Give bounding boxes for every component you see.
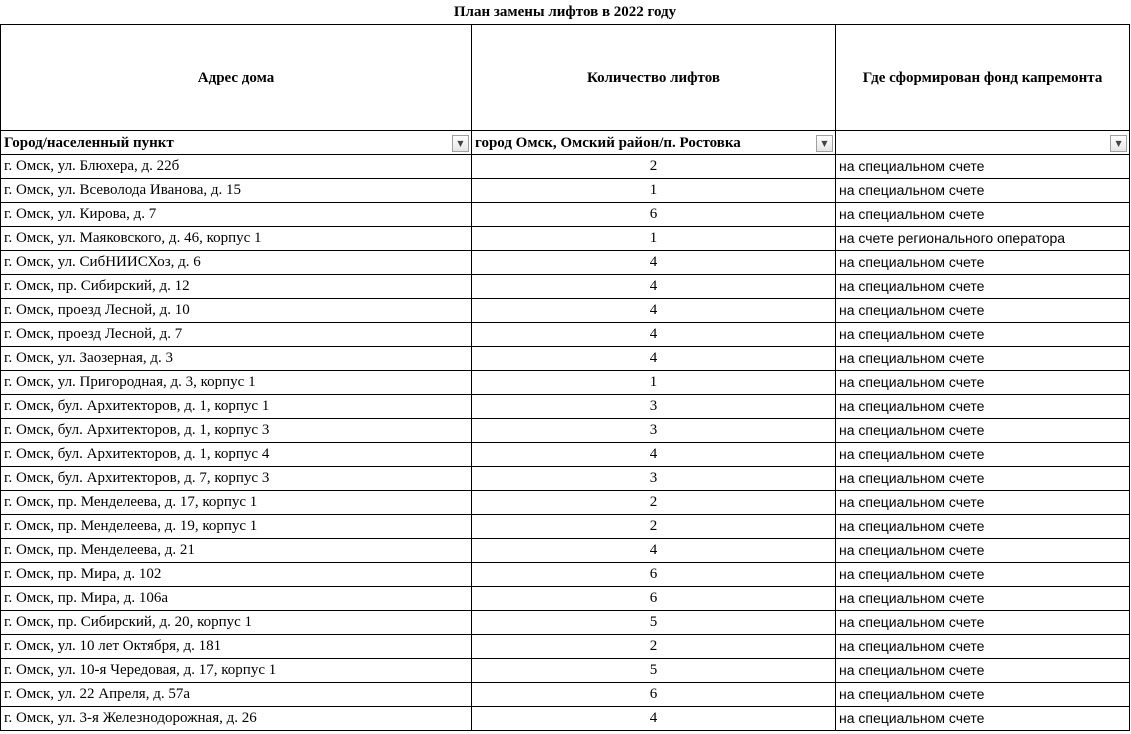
cell-address[interactable]: г. Омск, ул. 10 лет Октября, д. 181 — [1, 635, 472, 659]
cell-count[interactable]: 2 — [472, 155, 836, 179]
table-row — [1, 491, 1130, 515]
cell-count[interactable]: 4 — [472, 539, 836, 563]
cell-fund[interactable]: на специальном счете — [836, 491, 1130, 515]
cell-count[interactable]: 2 — [472, 635, 836, 659]
filter-cell-address — [1, 131, 472, 155]
cell-fund[interactable]: на специальном счете — [836, 659, 1130, 683]
table-row — [1, 395, 1130, 419]
cell-count[interactable]: 3 — [472, 467, 836, 491]
cell-fund[interactable]: на специальном счете — [836, 515, 1130, 539]
cell-address[interactable]: г. Омск, ул. 10-я Чередовая, д. 17, корпус 1 — [1, 659, 472, 683]
table-row — [1, 707, 1130, 731]
cell-fund[interactable]: на специальном счете — [836, 323, 1130, 347]
cell-count[interactable]: 2 — [472, 491, 836, 515]
table-row — [1, 347, 1130, 371]
header-address: Адрес дома — [1, 25, 472, 131]
cell-count[interactable]: 1 — [472, 179, 836, 203]
cell-fund[interactable]: на специальном счете — [836, 251, 1130, 275]
cell-fund[interactable]: на специальном счете — [836, 371, 1130, 395]
dropdown-arrow-icon[interactable]: ▼ — [816, 135, 833, 152]
table-row — [1, 563, 1130, 587]
cell-count[interactable]: 4 — [472, 275, 836, 299]
cell-count[interactable]: 5 — [472, 611, 836, 635]
cell-address[interactable]: г. Омск, проезд Лесной, д. 7 — [1, 323, 472, 347]
cell-address[interactable]: г. Омск, бул. Архитекторов, д. 7, корпус 3 — [1, 467, 472, 491]
cell-address[interactable]: г. Омск, ул. 3-я Железнодорожная, д. 26 — [1, 707, 472, 731]
dropdown-arrow-icon[interactable]: ▼ — [452, 135, 469, 152]
table-row — [1, 251, 1130, 275]
header-fund: Где сформирован фонд капремонта — [836, 25, 1130, 131]
cell-address[interactable]: г. Омск, пр. Сибирский, д. 12 — [1, 275, 472, 299]
cell-count[interactable]: 1 — [472, 371, 836, 395]
cell-fund[interactable]: на специальном счете — [836, 155, 1130, 179]
cell-count[interactable]: 6 — [472, 683, 836, 707]
cell-count[interactable]: 2 — [472, 515, 836, 539]
table-row — [1, 515, 1130, 539]
sheet-title: План замены лифтов в 2022 году — [1, 0, 1130, 25]
cell-fund[interactable]: на специальном счете — [836, 611, 1130, 635]
filter-label-count: город Омск, Омский район/п. Ростовка — [475, 135, 741, 151]
cell-fund[interactable]: на специальном счете — [836, 467, 1130, 491]
cell-count[interactable]: 4 — [472, 251, 836, 275]
cell-fund[interactable]: на счете регионального оператора — [836, 227, 1130, 251]
cell-address[interactable]: г. Омск, бул. Архитекторов, д. 1, корпус 4 — [1, 443, 472, 467]
cell-count[interactable]: 1 — [472, 227, 836, 251]
table-row — [1, 275, 1130, 299]
cell-fund[interactable]: на специальном счете — [836, 539, 1130, 563]
cell-address[interactable]: г. Омск, ул. СибНИИСХоз, д. 6 — [1, 251, 472, 275]
table-row — [1, 419, 1130, 443]
cell-address[interactable]: г. Омск, пр. Сибирский, д. 20, корпус 1 — [1, 611, 472, 635]
table-row — [1, 467, 1130, 491]
cell-count[interactable]: 6 — [472, 563, 836, 587]
table-row — [1, 635, 1130, 659]
cell-address[interactable]: г. Омск, проезд Лесной, д. 10 — [1, 299, 472, 323]
dropdown-arrow-icon[interactable]: ▼ — [1110, 135, 1127, 152]
table-row — [1, 323, 1130, 347]
cell-count[interactable]: 6 — [472, 587, 836, 611]
cell-fund[interactable]: на специальном счете — [836, 347, 1130, 371]
cell-fund[interactable]: на специальном счете — [836, 419, 1130, 443]
cell-count[interactable]: 4 — [472, 707, 836, 731]
table-row — [1, 587, 1130, 611]
cell-address[interactable]: г. Омск, ул. Пригородная, д. 3, корпус 1 — [1, 371, 472, 395]
cell-fund[interactable]: на специальном счете — [836, 587, 1130, 611]
cell-count[interactable]: 4 — [472, 323, 836, 347]
cell-address[interactable]: г. Омск, ул. Всеволода Иванова, д. 15 — [1, 179, 472, 203]
table-row — [1, 539, 1130, 563]
cell-fund[interactable]: на специальном счете — [836, 203, 1130, 227]
table-row — [1, 179, 1130, 203]
cell-fund[interactable]: на специальном счете — [836, 395, 1130, 419]
cell-address[interactable]: г. Омск, пр. Менделеева, д. 17, корпус 1 — [1, 491, 472, 515]
table-row — [1, 227, 1130, 251]
table-row — [1, 611, 1130, 635]
cell-fund[interactable]: на специальном счете — [836, 707, 1130, 731]
filter-label-address: Город/населенный пункт — [4, 135, 174, 151]
filter-cell-count — [472, 131, 836, 155]
table-row — [1, 299, 1130, 323]
table-row — [1, 683, 1130, 707]
table-row — [1, 371, 1130, 395]
filter-cell-fund — [836, 131, 1130, 155]
cell-fund[interactable]: на специальном счете — [836, 179, 1130, 203]
cell-count[interactable]: 6 — [472, 203, 836, 227]
cell-count[interactable]: 4 — [472, 299, 836, 323]
cell-fund[interactable]: на специальном счете — [836, 683, 1130, 707]
cell-address[interactable]: г. Омск, пр. Менделеева, д. 21 — [1, 539, 472, 563]
header-count: Количество лифтов — [472, 25, 836, 131]
cell-address[interactable]: г. Омск, ул. Заозерная, д. 3 — [1, 347, 472, 371]
cell-count[interactable]: 3 — [472, 395, 836, 419]
cell-count[interactable]: 4 — [472, 443, 836, 467]
cell-fund[interactable]: на специальном счете — [836, 635, 1130, 659]
table-row — [1, 155, 1130, 179]
cell-address[interactable]: г. Омск, ул. Блюхера, д. 22б — [1, 155, 472, 179]
cell-count[interactable]: 5 — [472, 659, 836, 683]
cell-fund[interactable]: на специальном счете — [836, 299, 1130, 323]
cell-address[interactable]: г. Омск, ул. Кирова, д. 7 — [1, 203, 472, 227]
cell-fund[interactable]: на специальном счете — [836, 275, 1130, 299]
cell-address[interactable]: г. Омск, ул. 22 Апреля, д. 57а — [1, 683, 472, 707]
cell-fund[interactable]: на специальном счете — [836, 563, 1130, 587]
cell-address[interactable]: г. Омск, пр. Мира, д. 106а — [1, 587, 472, 611]
cell-address[interactable]: г. Омск, бул. Архитекторов, д. 1, корпус 1 — [1, 395, 472, 419]
cell-count[interactable]: 4 — [472, 347, 836, 371]
cell-address[interactable]: г. Омск, бул. Архитекторов, д. 1, корпус 3 — [1, 419, 472, 443]
table-row — [1, 659, 1130, 683]
cell-address[interactable]: г. Омск, пр. Мира, д. 102 — [1, 563, 472, 587]
table-row — [1, 203, 1130, 227]
table-row — [1, 443, 1130, 467]
cell-count[interactable]: 3 — [472, 419, 836, 443]
cell-fund[interactable]: на специальном счете — [836, 443, 1130, 467]
cell-address[interactable]: г. Омск, пр. Менделеева, д. 19, корпус 1 — [1, 515, 472, 539]
cell-address[interactable]: г. Омск, ул. Маяковского, д. 46, корпус 1 — [1, 227, 472, 251]
